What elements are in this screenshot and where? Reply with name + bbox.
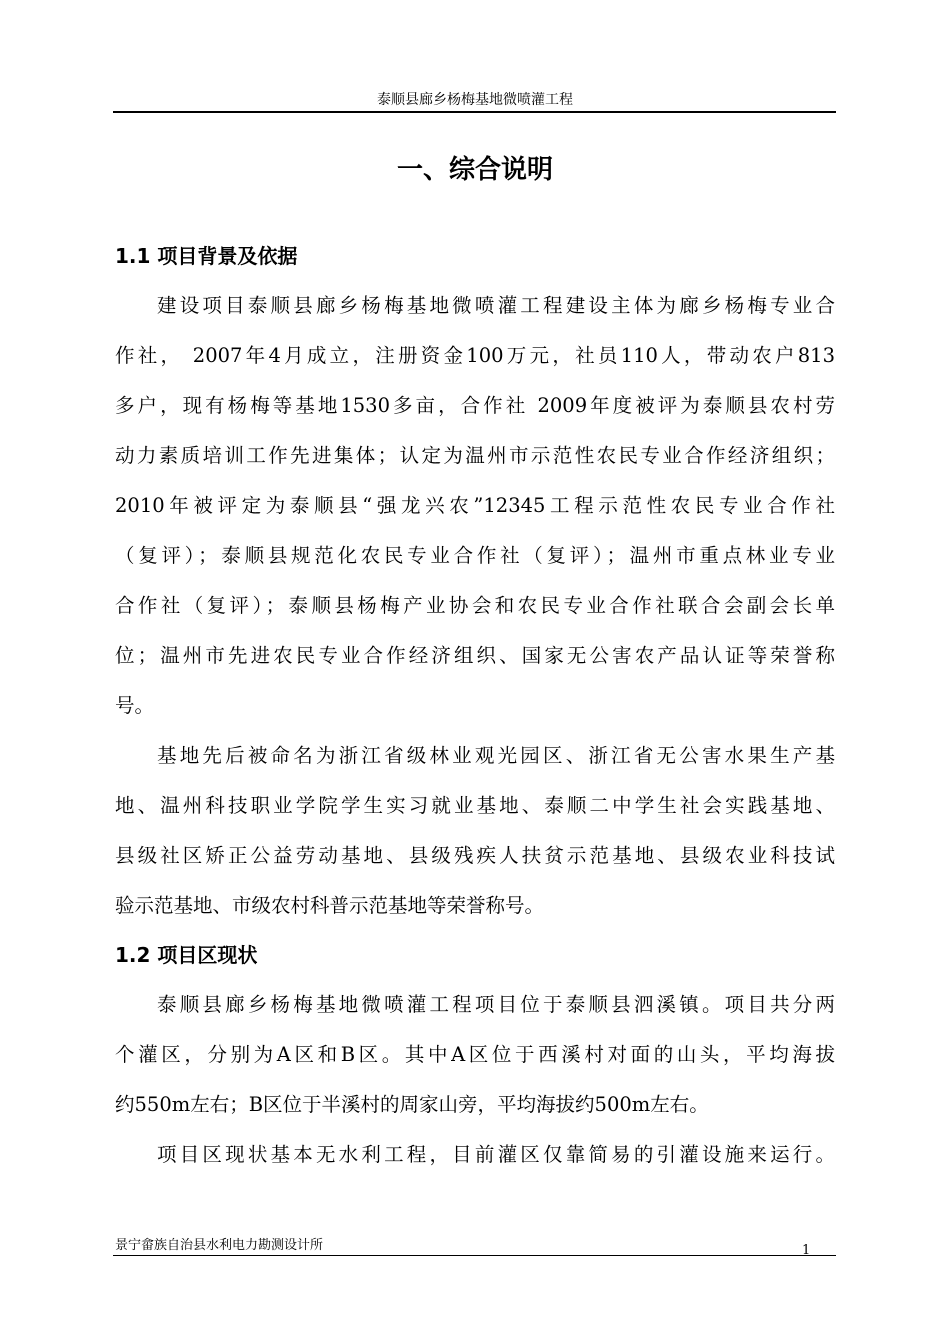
paragraph-line: 项目区现状基本无水利工程，目前灌区仅靠简易的引灌设施来运行。	[157, 1143, 835, 1166]
paragraph-line: 动力素质培训工作先进集体；认定为温州市示范性农民专业合作经济组织；	[115, 444, 835, 467]
paragraph-line: 地、温州科技职业学院学生实习就业基地、泰顺二中学生社会实践基地、	[115, 794, 835, 817]
section-heading-1-2: 1.2 项目区现状	[115, 943, 258, 967]
header-rule	[113, 111, 836, 113]
paragraph-line: 县级社区矫正公益劳动基地、县级残疾人扶贫示范基地、县级农业科技试	[115, 844, 835, 867]
paragraph-line: 验示范基地、市级农村科普示范基地等荣誉称号。	[115, 894, 545, 917]
running-header: 泰顺县廊乡杨梅基地微喷灌工程	[377, 92, 573, 108]
footer-organization: 景宁畲族自治县水利电力勘测设计所	[115, 1238, 324, 1253]
paragraph-line: （复评）；泰顺县规范化农民专业合作社（复评）；温州市重点林业专业	[115, 544, 835, 567]
paragraph-line: 位；温州市先进农民专业合作经济组织、国家无公害农产品认证等荣誉称	[115, 644, 835, 667]
chapter-title: 一、综合说明	[396, 155, 553, 185]
paragraph-line: 2010年被评定为泰顺县“强龙兴农”12345工程示范性农民专业合作社	[115, 494, 835, 517]
section-heading-1-1: 1.1 项目背景及依据	[115, 244, 298, 268]
paragraph-line: 合作社（复评）；泰顺县杨梅产业协会和农民专业合作社联合会副会长单	[115, 594, 835, 617]
footer-rule	[113, 1255, 836, 1256]
paragraph-line: 基地先后被命名为浙江省级林业观光园区、浙江省无公害水果生产基	[157, 744, 835, 767]
paragraph-line: 作社， 2007年4月成立，注册资金100万元，社员110人，带动农户813	[115, 344, 835, 367]
paragraph-line: 号。	[115, 694, 155, 717]
paragraph-line: 多户，现有杨梅等基地1530多亩，合作社 2009年度被评为泰顺县农村劳	[115, 394, 835, 417]
paragraph-line: 泰顺县廊乡杨梅基地微喷灌工程项目位于泰顺县泗溪镇。项目共分两	[157, 993, 835, 1016]
paragraph-line: 个灌区，分别为A区和B区。其中A区位于西溪村对面的山头，平均海拔	[115, 1043, 835, 1066]
paragraph-line: 约550m左右；B区位于半溪村的周家山旁，平均海拔约500m左右。	[115, 1093, 709, 1116]
paragraph-line: 建设项目泰顺县廊乡杨梅基地微喷灌工程建设主体为廊乡杨梅专业合	[157, 294, 835, 317]
page-number: 1	[802, 1243, 811, 1258]
